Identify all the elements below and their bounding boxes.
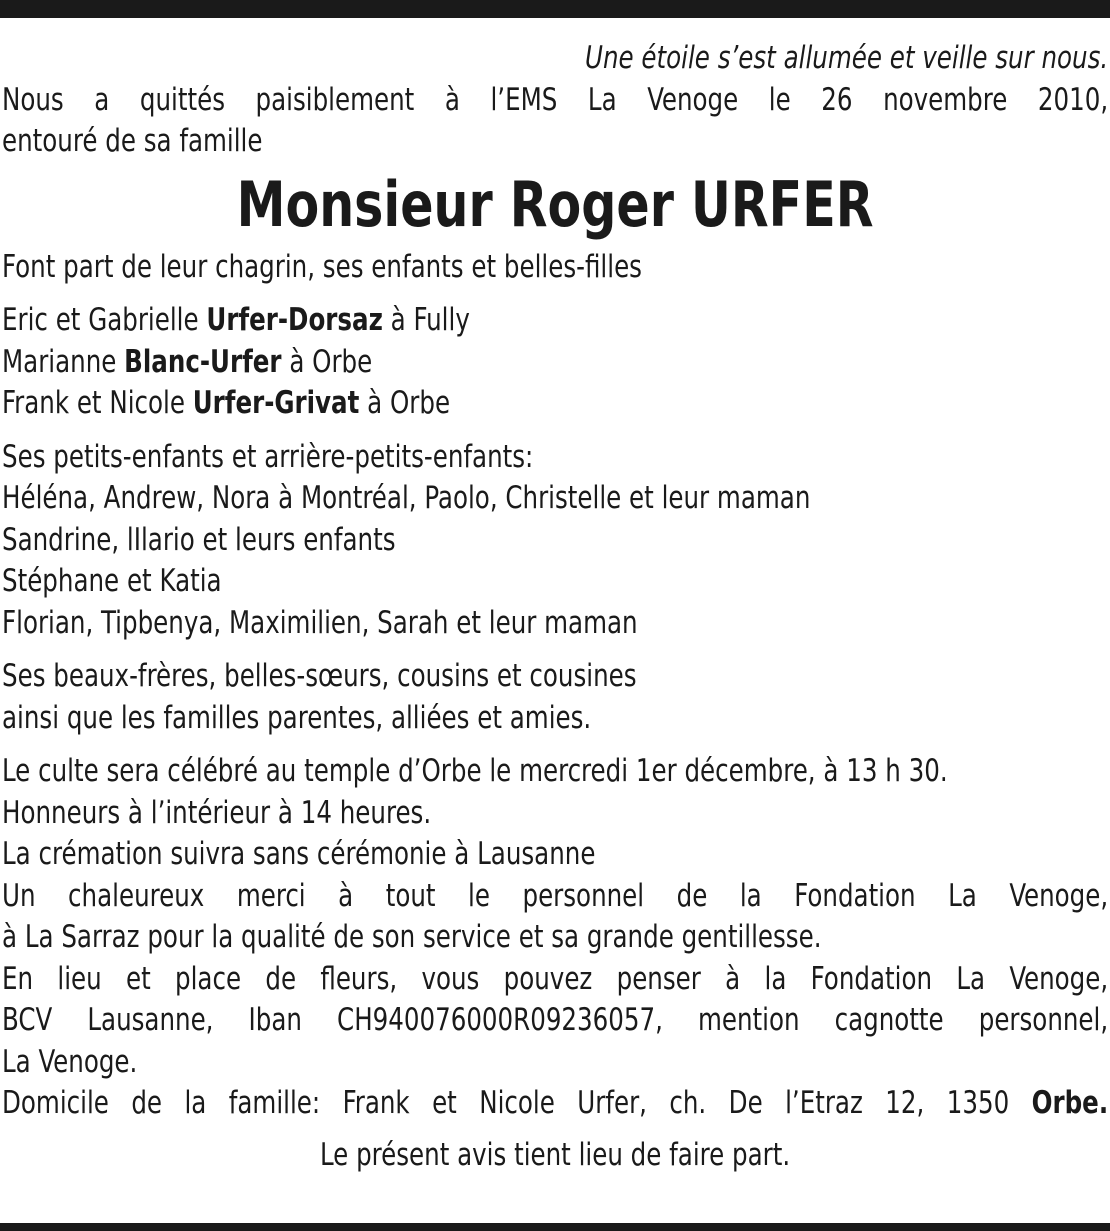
grandchildren-line: Ses petits-enfants et arrière-petits-enfants:	[2, 438, 534, 475]
thanks-line: à La Sarraz pour la qualité de son service et sa grande gentillesse.	[2, 919, 822, 955]
announcement: Font part de leur chagrin, ses enfants et belles-filles	[2, 248, 642, 285]
children-list	[2, 300, 1108, 425]
grandchildren-line: Stéphane et Katia	[2, 563, 222, 599]
child-surname: Urfer-Dorsaz	[206, 302, 383, 338]
ceremony-details	[2, 751, 1108, 1125]
grandchildren-line: Héléna, Andrew, Nora à Montréal, Paolo, Christelle et leur maman	[2, 480, 811, 516]
grandchildren-line: Florian, Tipbenya, Maximilien, Sarah et leur maman	[2, 604, 638, 641]
child-line: Eric et Gabrielle Urfer-Dorsaz à Fully	[2, 302, 470, 338]
ceremony-line: La crémation suivra sans cérémonie à Lausanne	[2, 836, 596, 872]
epigraph: Une étoile s’est allumée et veille sur nous.	[585, 40, 1109, 76]
child-line: Marianne Blanc-Urfer à Orbe	[2, 343, 373, 380]
intro-line-2: entouré de sa famille	[2, 123, 263, 159]
grandchildren-list	[2, 437, 1108, 645]
domicile-city: Orbe.	[1031, 1085, 1109, 1121]
donation-line: La Venoge.	[2, 1043, 138, 1080]
relatives-line: ainsi que les familles parentes, alliées et amies.	[2, 699, 592, 736]
thanks-line: Un chaleureux merci à tout le personnel de la Fondation La Venoge,	[2, 877, 1109, 914]
notice-body	[2, 38, 1108, 1176]
child-line: Frank et Nicole Urfer-Grivat à Orbe	[2, 385, 451, 421]
deceased-name: Monsieur Roger URFER	[236, 167, 874, 241]
donation-line: BCV Lausanne, Iban CH940076000R09236057, mention cagnotte personnel,	[2, 1002, 1109, 1038]
bottom-border	[0, 1223, 1110, 1231]
top-border	[0, 0, 1110, 18]
relatives-line: Ses beaux-frères, belles-sœurs, cousins et cousines	[2, 658, 637, 694]
relatives-list	[2, 656, 1108, 739]
ceremony-line: Le culte sera célébré au temple d’Orbe le mercredi 1er décembre, à 13 h 30.	[2, 753, 948, 789]
domicile-line: Domicile de la famille: Frank et Nicole Urfer, ch. De l’Etraz 12, 1350 Orbe.	[2, 1085, 1109, 1121]
grandchildren-line: Sandrine, lIlario et leurs enfants	[2, 521, 396, 558]
donation-line: En lieu et place de fleurs, vous pouvez penser à la Fondation La Venoge,	[2, 960, 1109, 997]
child-surname: Blanc-Urfer	[124, 343, 282, 380]
intro-line-1: Nous a quittés paisiblement à l’EMS La Venoge le 26 novembre 2010,	[2, 81, 1109, 118]
child-surname: Urfer-Grivat	[192, 385, 360, 421]
footer-note: Le présent avis tient lieu de faire part.	[319, 1136, 791, 1173]
ceremony-line: Honneurs à l’intérieur à 14 heures.	[2, 794, 432, 831]
